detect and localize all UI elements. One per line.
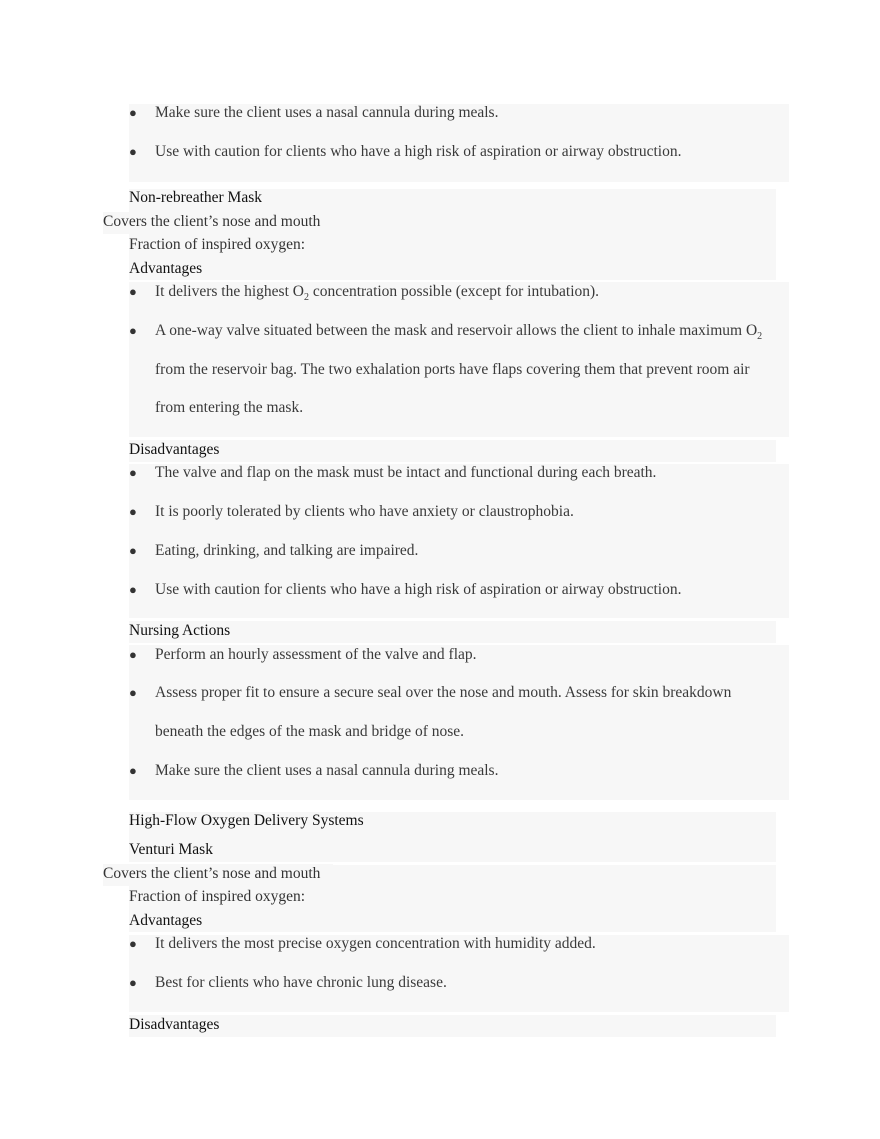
list-item: Perform an hourly assessment of the valve and flap. — [155, 646, 477, 663]
list-item: Make sure the client uses a nasal cannula during meals. — [155, 104, 499, 121]
list-item: Best for clients who have chronic lung disease. — [155, 974, 447, 991]
list-item-continued: beneath the edges of the mask and bridge of nose. — [155, 723, 465, 740]
coverage-text: Covers the client’s nose and mouth — [103, 213, 321, 230]
list-item: Assess proper fit to ensure a secure seal over the nose and mouth. Assess for skin breakdown — [155, 684, 732, 701]
advantages-heading: Advantages — [129, 260, 203, 277]
bullet-icon: ● — [129, 582, 137, 597]
section-heading: High-Flow Oxygen Delivery Systems — [129, 812, 364, 829]
bullet-icon: ● — [129, 284, 137, 299]
subsection-heading: Venturi Mask — [129, 841, 213, 858]
fio2-label: Fraction of inspired oxygen: — [129, 236, 306, 253]
list-item-continued: from the reservoir bag. The two exhalation ports have flaps covering them that prevent room air — [155, 361, 750, 378]
disadvantages-heading: Disadvantages — [129, 441, 220, 458]
bullet-icon: ● — [129, 685, 137, 700]
list-item: Use with caution for clients who have a high risk of aspiration or airway obstruction. — [155, 581, 682, 598]
bullet-icon: ● — [129, 975, 137, 990]
bullet-icon: ● — [129, 504, 137, 519]
section-heading: Non-rebreather Mask — [129, 189, 262, 206]
list-item: A one-way valve situated between the mask and reservoir allows the client to inhale maximum $O_2$ — [155, 322, 763, 343]
bullet-icon: ● — [129, 763, 137, 778]
list-item: It delivers the most precise oxygen concentration with humidity added. — [155, 935, 596, 952]
list-item: Make sure the client uses a nasal cannula during meals. — [155, 762, 499, 779]
bullet-icon: ● — [129, 144, 137, 159]
list-item-continued: from entering the mask. — [155, 399, 304, 416]
list-item: It is poorly tolerated by clients who have anxiety or claustrophobia. — [155, 503, 574, 520]
bullet-icon: ● — [129, 647, 137, 662]
bullet-icon: ● — [129, 465, 137, 480]
disadvantages-heading: Disadvantages — [129, 1016, 220, 1033]
coverage-text: Covers the client’s nose and mouth — [103, 865, 321, 882]
list-item: Eating, drinking, and talking are impaired. — [155, 542, 419, 559]
bullet-icon: ● — [129, 323, 137, 338]
shade-block — [129, 1015, 776, 1037]
nursing-actions-heading: Nursing Actions — [129, 622, 231, 639]
fio2-label: Fraction of inspired oxygen: — [129, 888, 306, 905]
list-item: The valve and flap on the mask must be intact and functional during each breath. — [155, 464, 657, 481]
list-item: Use with caution for clients who have a high risk of aspiration or airway obstruction. — [155, 143, 682, 160]
advantages-heading: Advantages — [129, 912, 203, 929]
bullet-icon: ● — [129, 543, 137, 558]
bullet-icon: ● — [129, 105, 137, 120]
shade-block — [129, 440, 776, 462]
list-item: It delivers the highest $O_2$ concentration possible (except for intubation). — [155, 283, 600, 304]
bullet-icon: ● — [129, 936, 137, 951]
